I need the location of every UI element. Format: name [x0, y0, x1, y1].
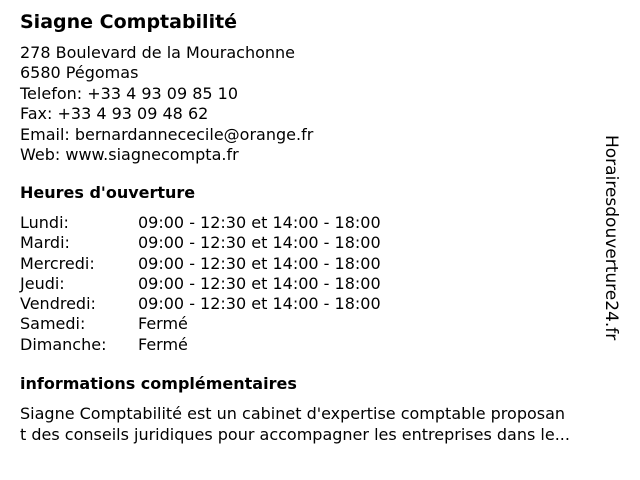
hours-row-sunday — [20, 335, 381, 355]
fax-number: Fax: +33 4 93 09 48 62 — [20, 104, 209, 124]
hours-time: 09:00 - 12:30 et 14:00 - 18:00 — [138, 273, 381, 293]
opening-hours-table — [20, 213, 381, 355]
hours-time: 09:00 - 12:30 et 14:00 - 18:00 — [138, 253, 381, 273]
hours-row-friday — [20, 294, 381, 314]
hours-day: Mardi: — [20, 233, 70, 253]
business-name: Siagne Comptabilité — [20, 11, 238, 33]
hours-day: Vendredi: — [20, 294, 96, 314]
phone-number: Telefon: +33 4 93 09 85 10 — [20, 83, 239, 103]
opening-hours-heading: Heures d'ouverture — [20, 183, 196, 202]
hours-row-wednesday — [20, 254, 381, 274]
site-watermark: Horairesdouverture24.fr — [601, 135, 621, 341]
hours-time: 09:00 - 12:30 et 14:00 - 18:00 — [138, 294, 381, 314]
contact-block — [20, 43, 313, 165]
hours-time: Fermé — [138, 314, 188, 334]
description-line: Siagne Comptabilité est un cabinet d'expertise comptable proposan — [20, 404, 566, 423]
additional-info-heading: informations complémentaires — [20, 374, 297, 393]
hours-row-monday — [20, 213, 381, 233]
description-line: t des conseils juridiques pour accompagner les entreprises dans le... — [20, 425, 570, 444]
hours-row-tuesday — [20, 233, 381, 253]
hours-row-thursday — [20, 274, 381, 294]
hours-day: Mercredi: — [20, 253, 95, 273]
hours-time: 09:00 - 12:30 et 14:00 - 18:00 — [138, 233, 381, 253]
hours-day: Jeudi: — [20, 273, 65, 293]
business-description — [20, 403, 620, 445]
website-address: Web: www.siagnecompta.fr — [20, 144, 239, 164]
email-address: Email: bernardannececile@orange.fr — [20, 124, 314, 144]
hours-day: Samedi: — [20, 314, 86, 334]
hours-day: Dimanche: — [20, 334, 107, 354]
hours-day: Lundi: — [20, 213, 69, 232]
address-street: 278 Boulevard de la Mourachonne — [20, 43, 296, 62]
hours-row-saturday — [20, 314, 381, 334]
address-city: 6580 Pégomas — [20, 63, 139, 83]
hours-time: 09:00 - 12:30 et 14:00 - 18:00 — [138, 213, 381, 232]
hours-time: Fermé — [138, 334, 188, 354]
